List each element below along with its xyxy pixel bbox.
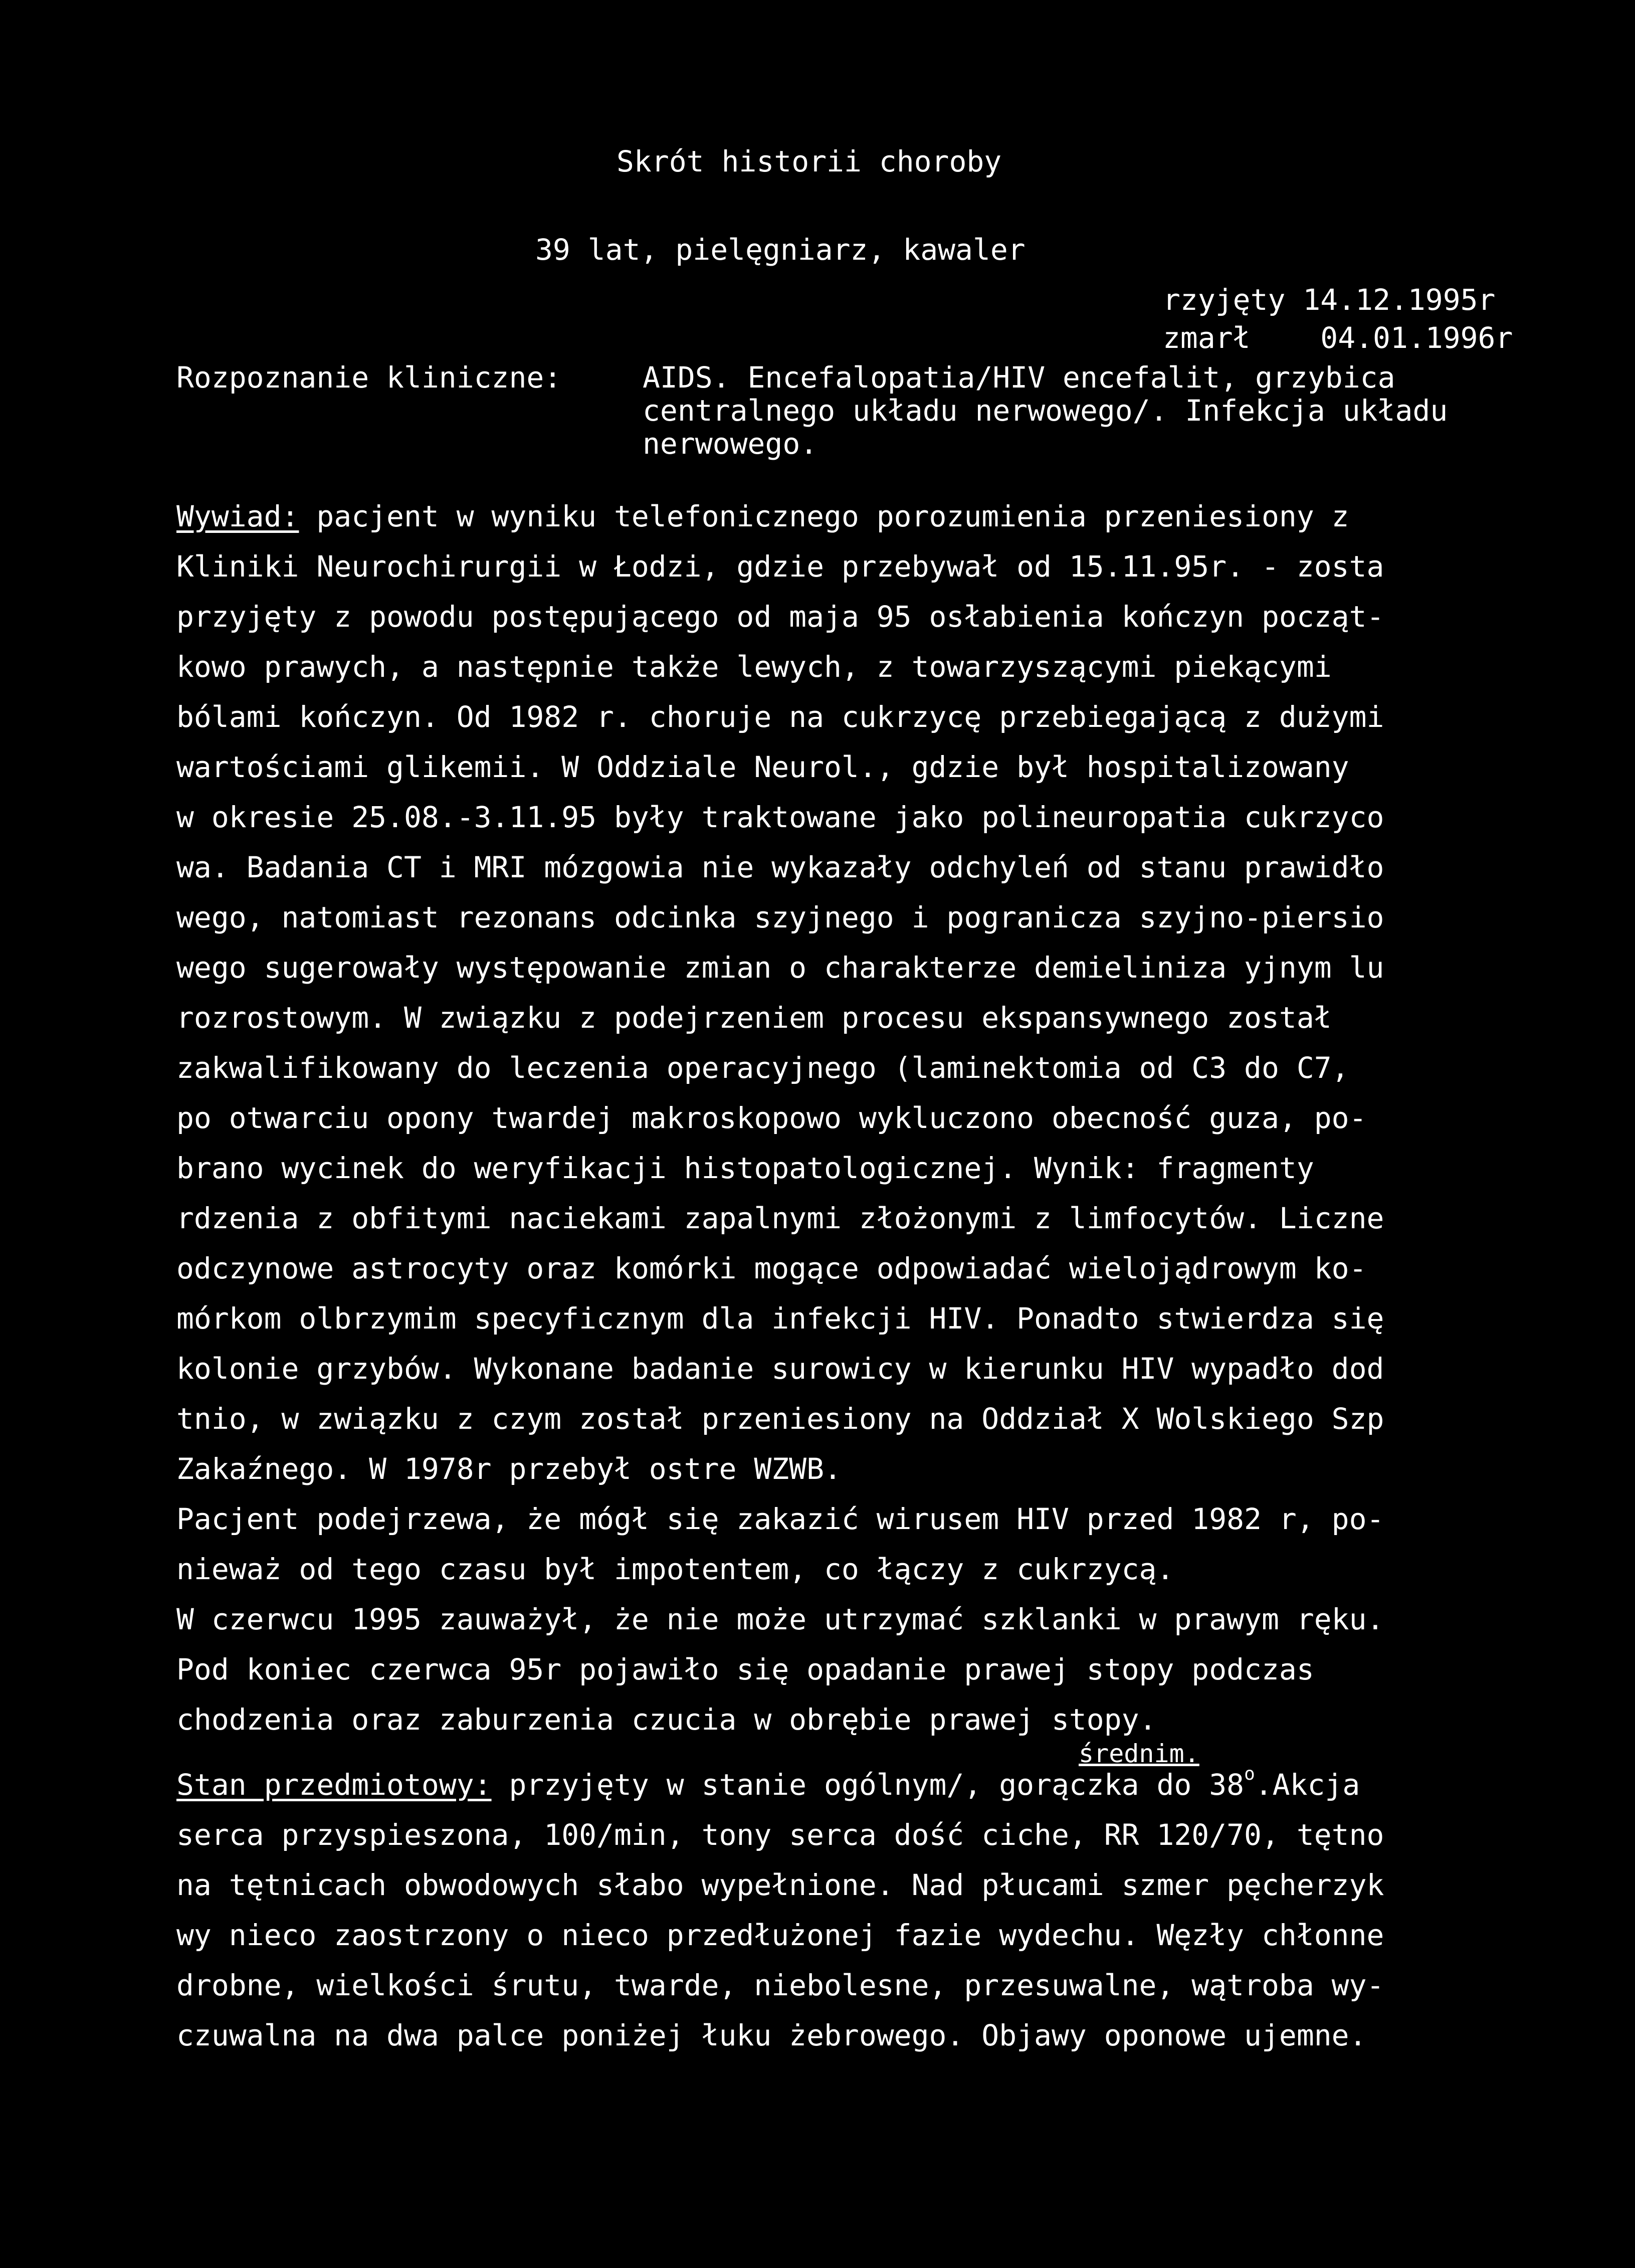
status-line: czuwalna na dwa palce poniżej łuku żebrowego. Objawy oponowe ujemne. (176, 2018, 1367, 2052)
status-line: drobne, wielkości śrutu, twarde, niebolesne, przesuwalne, wątroba wy- (176, 1968, 1384, 2002)
history-text (176, 491, 1635, 2060)
interview-line: rozrostowym. W związku z podejrzeniem procesu ekspansywnego został (176, 1001, 1332, 1035)
interview-line: kolonie grzybów. Wykonane badanie surowicy w kierunku HIV wypadło dod (176, 1352, 1384, 1386)
interview-line: kowo prawych, a następnie także lewych, z towarzyszącymi piekącymi (176, 650, 1332, 684)
handwritten-correction: średnim. (1079, 1739, 1199, 1768)
interview-line: bólami kończyn. Od 1982 r. choruje na cukrzycę przebiegającą z dużymi (176, 700, 1384, 734)
dates-block (1163, 281, 1513, 357)
interview-line: mórkom olbrzymim specyficznym dla infekcji HIV. Ponadto stwierdza się (176, 1301, 1384, 1336)
interview-line: Kliniki Neurochirurgii w Łodzi, gdzie przebywał od 15.11.95r. - zosta (176, 549, 1384, 584)
interview-line: zakwalifikowany do leczenia operacyjnego (laminektomia od C3 do C7, (176, 1051, 1349, 1085)
interview-line: po otwarciu opony twardej makroskopowo wykluczono obecność guza, po- (176, 1101, 1367, 1135)
status-line: wy nieco zaostrzony o nieco przedłużonej fazie wydechu. Węzły chłonne (176, 1918, 1384, 1952)
interview-label: Wywiad: (176, 499, 299, 533)
interview-line: wego, natomiast rezonans odcinka szyjnego i pogranicza szyjno-piersio (176, 900, 1384, 934)
diagnosis-line: centralnego układu nerwowego/. Infekcja układu (643, 394, 1448, 427)
diagnosis-text (643, 361, 1635, 460)
interview-line: przyjęty z powodu postępującego od maja 95 osłabienia kończyn począt- (176, 600, 1384, 634)
diagnosis-label: Rozpoznanie kliniczne: (176, 360, 562, 395)
interview-line: w okresie 25.08.-3.11.95 były traktowane jako polineuropatia cukrzyco (176, 800, 1384, 834)
interview-line: brano wycinek do weryfikacji histopatologicznej. Wynik: fragmenty (176, 1151, 1314, 1185)
status-line: serca przyspieszona, 100/min, tony serca dość ciche, RR 120/70, tętno (176, 1818, 1384, 1852)
interview-line: Zakaźnego. W 1978r przebył ostre WZWB. (176, 1452, 842, 1486)
interview-line: wa. Badania CT i MRI mózgowia nie wykazały odchyleń od stanu prawidło (176, 850, 1384, 884)
status-line: na tętnicach obwodowych słabo wypełnione. Nad płucami szmer pęcherzyk (176, 1868, 1384, 1902)
interview-line: W czerwcu 1995 zauważył, że nie może utrzymać szklanki w prawym ręku. (176, 1602, 1384, 1636)
diagnosis-line: nerwowego. (643, 427, 818, 460)
interview-line: Pod koniec czerwca 95r pojawiło się opadanie prawej stopy podczas (176, 1652, 1314, 1686)
patient-summary: 39 lat, pielęgniarz, kawaler (535, 233, 1026, 267)
interview-line: nieważ od tego czasu był impotentem, co łączy z cukrzycą. (176, 1552, 1174, 1586)
status-first-line (176, 1760, 1635, 1810)
interview-first-line (176, 491, 1635, 541)
interview-line: tnio, w związku z czym został przeniesiony na Oddział X Wolskiego Szp (176, 1402, 1384, 1436)
diagnosis-line: AIDS. Encefalopatia/HIV encefalit, grzybica (643, 361, 1395, 394)
interview-line: wartościami glikemii. W Oddziale Neurol., gdzie był hospitalizowany (176, 750, 1349, 784)
admission-date: rzyjęty 14.12.1995r (1163, 283, 1496, 317)
death-date: zmarł 04.01.1996r (1163, 321, 1513, 355)
status-first-text-a: przyjęty w stanie ogólnym/, gorączka do 38 (491, 1768, 1245, 1802)
interview-line: rdzenia z obfitymi naciekami zapalnymi złożonymi z limfocytów. Liczne (176, 1201, 1384, 1235)
interview-line: Pacjent podejrzewa, że mógł się zakazić wirusem HIV przed 1982 r, po- (176, 1502, 1384, 1536)
document-title: Skrót historii choroby (617, 144, 1002, 178)
interview-first-text: pacjent w wyniku telefonicznego porozumienia przeniesiony z (299, 499, 1349, 533)
degree-superscript: o (1244, 1764, 1255, 1784)
interview-line: wego sugerowały występowanie zmian o charakterze demieliniza yjnym lu (176, 951, 1384, 985)
status-label: Stan przedmiotowy: (176, 1768, 492, 1802)
interview-line: chodzenia oraz zaburzenia czucia w obrębie prawej stopy. (176, 1703, 1157, 1737)
interview-line: odczynowe astrocyty oraz komórki mogące odpowiadać wielojądrowym ko- (176, 1251, 1367, 1285)
status-first-text-b: .Akcja (1255, 1768, 1360, 1802)
